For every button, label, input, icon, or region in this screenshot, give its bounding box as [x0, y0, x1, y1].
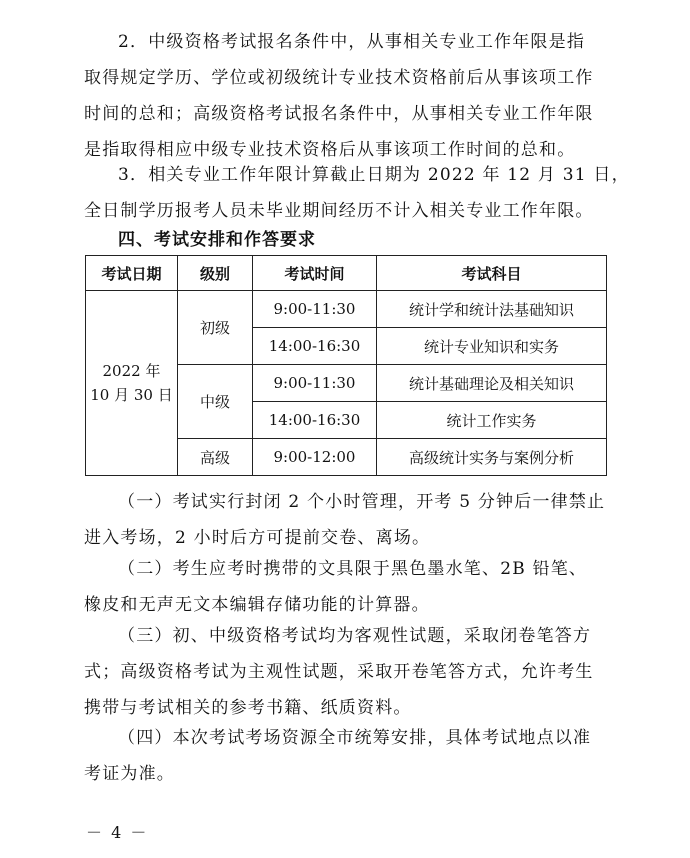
text-line: （四）本次考试考场资源全市统筹安排，具体考试地点以准	[118, 728, 592, 748]
text-line: 考证为准。	[84, 764, 175, 784]
paragraph-2	[84, 24, 614, 168]
exam-time-cell: 14:00-16:30	[253, 402, 377, 439]
exam-subject-cell: 统计学和统计法基础知识	[377, 291, 607, 328]
text-line: 进入考场，2 小时后方可提前交卷、离场。	[84, 528, 431, 548]
exam-schedule-table	[85, 255, 607, 476]
level-senior: 高级	[178, 439, 253, 476]
paragraph-item-3	[84, 618, 614, 726]
header-exam-subject: 考试科目	[377, 256, 607, 291]
exam-subject-cell: 统计专业知识和实务	[377, 328, 607, 365]
text-line: 携带与考试相关的参考书籍、纸质资料。	[84, 698, 412, 718]
exam-subject-cell: 统计基础理论及相关知识	[377, 365, 607, 402]
section-heading: 四、考试安排和作答要求	[118, 230, 316, 250]
exam-subject-cell: 统计工作实务	[377, 402, 607, 439]
text-line: 橡皮和无声无文本编辑存储功能的计算器。	[84, 595, 430, 615]
exam-time-cell: 9:00-11:30	[253, 365, 377, 402]
table-header-row	[86, 256, 607, 291]
paragraph-item-2	[84, 551, 614, 623]
exam-time-cell: 9:00-12:00	[253, 439, 377, 476]
text-line: 取得规定学历、学位或初级统计专业技术资格前后从事该项工作	[84, 68, 594, 88]
page-number: － 4 －	[86, 823, 149, 842]
text-line: 全日制学历报考人员未毕业期间经历不计入相关专业工作年限。	[84, 201, 594, 221]
text-line: 式；高级资格考试为主观性试题，采取开卷笔答方式，允许考生	[84, 662, 594, 682]
exam-date-cell	[86, 291, 178, 476]
text-line: 时间的总和；高级资格考试报名条件中，从事相关专业工作年限	[84, 104, 594, 124]
text-line: （三）初、中级资格考试均为客观性试题，采取闭卷笔答方	[118, 626, 592, 646]
paragraph-item-1	[84, 484, 614, 556]
text-line: 3．相关专业工作年限计算截止日期为 2022 年 12 月 31 日，	[118, 165, 630, 185]
exam-date-day: 10 月 30 日	[90, 386, 173, 404]
paragraph-item-4	[84, 720, 614, 792]
exam-time-cell: 9:00-11:30	[253, 291, 377, 328]
header-exam-date: 考试日期	[86, 256, 178, 291]
paragraph-3	[84, 157, 630, 229]
exam-date-year: 2022 年	[102, 362, 161, 380]
level-junior: 初级	[178, 291, 253, 365]
exam-time-cell: 14:00-16:30	[253, 328, 377, 365]
header-level: 级别	[178, 256, 253, 291]
exam-subject-cell: 高级统计实务与案例分析	[377, 439, 607, 476]
text-line: 2．中级资格考试报名条件中，从事相关专业工作年限是指	[118, 32, 586, 52]
header-exam-time: 考试时间	[253, 256, 377, 291]
text-line: 是指取得相应中级专业技术资格后从事该项工作时间的总和。	[84, 140, 576, 160]
text-line: （二）考生应考时携带的文具限于黑色墨水笔、2B 铅笔、	[118, 559, 588, 579]
table-row	[86, 291, 607, 328]
text-line: （一）考试实行封闭 2 个小时管理，开考 5 分钟后一律禁止	[118, 492, 606, 512]
level-intermediate: 中级	[178, 365, 253, 439]
